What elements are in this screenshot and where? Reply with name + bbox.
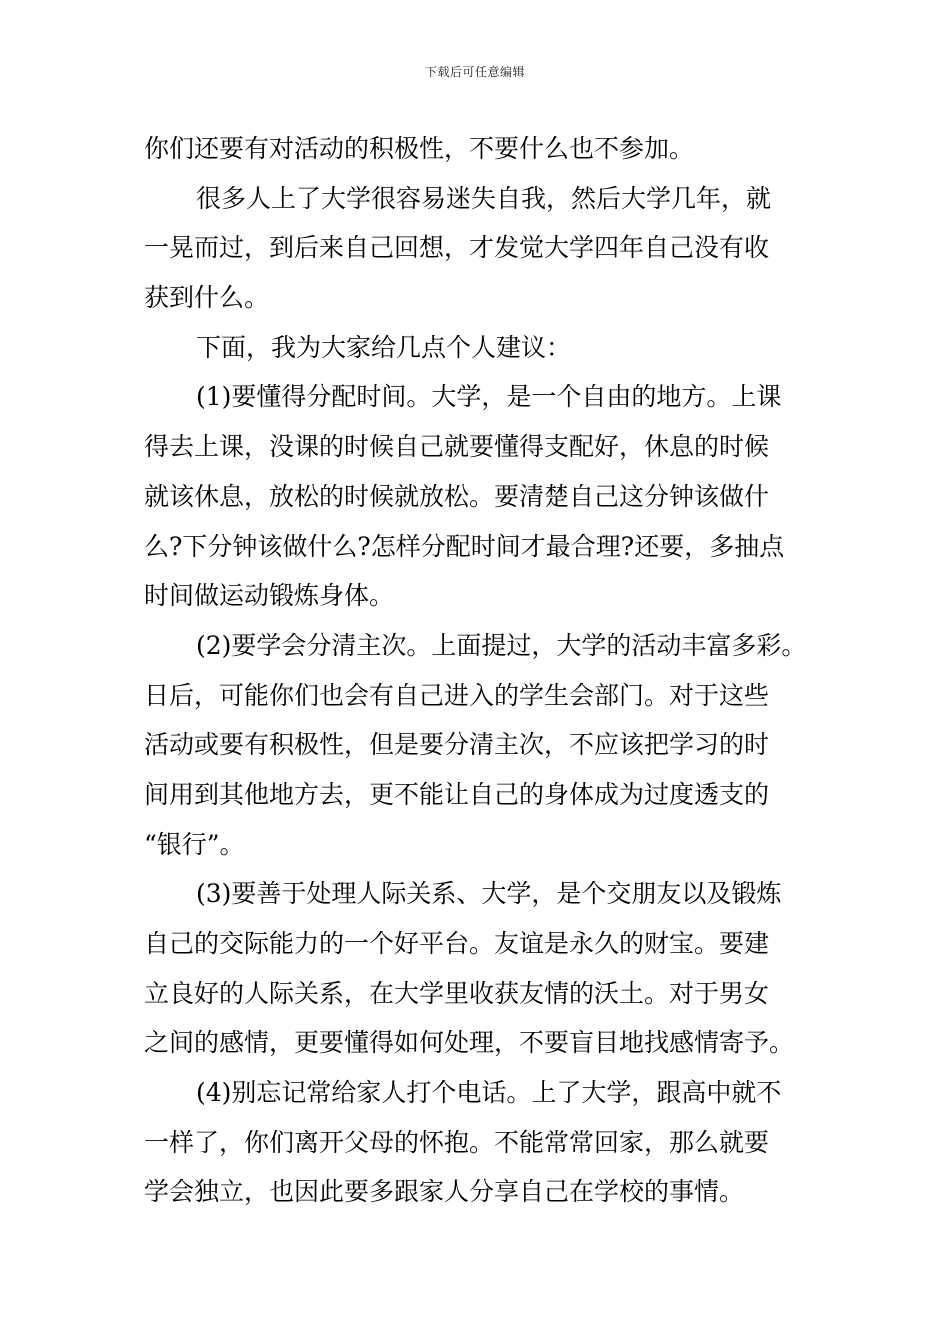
text-line: 一晃而过，到后来自己回想，才发觉大学四年自己没有收: [144, 233, 770, 263]
text-line: 一样了，你们离开父母的怀抱。不能常常回家，那么就要: [144, 1127, 770, 1157]
suggestion-2-line: (2)要学会分清主次。上面提过，大学的活动丰富多彩。: [196, 630, 807, 660]
text-line: 之间的感情，更要懂得如何处理，不要盲目地找感情寄予。: [144, 1028, 795, 1058]
text-line: 时间做运动锻炼身体。: [144, 581, 395, 611]
text-line: 间用到其他地方去，更不能让自己的身体成为过度透支的: [144, 779, 770, 809]
text-line: 学会独立，也因此要多跟家人分享自己在学校的事情。: [144, 1177, 745, 1207]
page-header: 下载后可任意编辑: [424, 65, 525, 79]
paragraph-start-line: 下面，我为大家给几点个人建议：: [196, 332, 572, 362]
text-line: 就该休息，放松的时候就放松。要清楚自己这分钟该做什: [144, 481, 770, 511]
paragraph-start-line: 很多人上了大学很容易迷失自我，然后大学几年，就: [196, 183, 772, 213]
text-line: 日后，可能你们也会有自己进入的学生会部门。对于这些: [144, 680, 770, 710]
text-line: 获到什么。: [144, 283, 270, 313]
text-line: 活动或要有积极性，但是要分清主次，不应该把学习的时: [144, 730, 770, 760]
suggestion-1-line: (1)要懂得分配时间。大学，是一个自由的地方。上课: [196, 382, 782, 412]
text-line: 自己的交际能力的一个好平台。友谊是永久的财宝。要建: [144, 929, 770, 958]
text-line: 你们还要有对活动的积极性，不要什么也不参加。: [144, 134, 695, 163]
document-body: [144, 124, 816, 1217]
suggestion-3-line: (3)要善于处理人际关系、大学，是个交朋友以及锻炼: [196, 879, 782, 909]
suggestion-4-line: (4)别忘记常给家人打个电话。上了大学，跟高中就不: [196, 1078, 782, 1108]
text-line: “银行”。: [144, 829, 245, 859]
text-line: 么?下分钟该做什么?怎样分配时间才最合理?还要，多抽点: [144, 531, 785, 561]
text-line: 得去上课，没课的时候自己就要懂得支配好，休息的时候: [144, 432, 770, 462]
text-line: 立良好的人际关系，在大学里收获友情的沃土。对于男女: [144, 978, 770, 1008]
